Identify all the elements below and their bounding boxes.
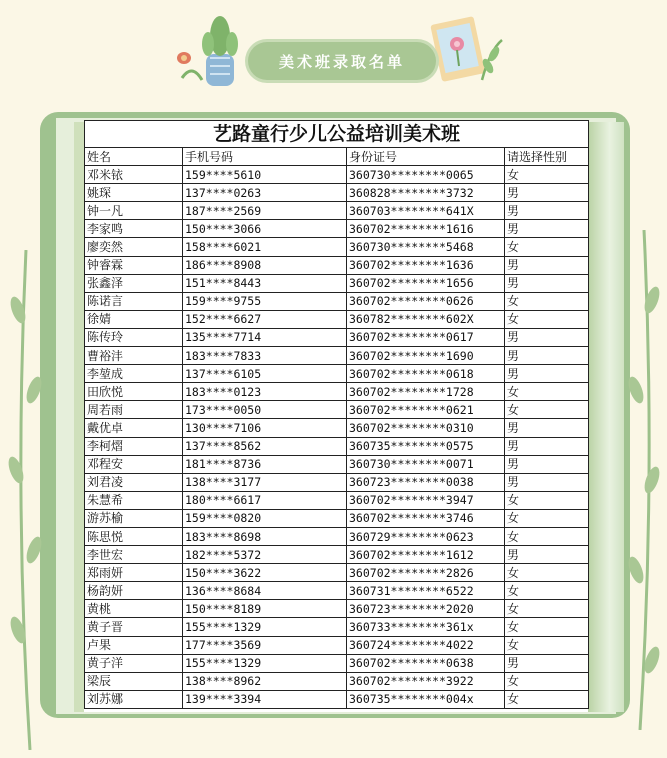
- phone-cell: 137****8562: [183, 437, 347, 455]
- gender-cell: 男: [505, 419, 589, 437]
- table-row: [85, 491, 589, 509]
- left-leaf-vine-icon: [4, 250, 48, 750]
- gender-cell: 男: [505, 220, 589, 238]
- table-row: [85, 401, 589, 419]
- id-number-cell: 360702********3922: [347, 672, 505, 690]
- gender-cell: 男: [505, 347, 589, 365]
- name-cell: 邓程安: [85, 455, 183, 473]
- gender-cell: 男: [505, 437, 589, 455]
- phone-cell: 139****3394: [183, 690, 347, 708]
- table-row: [85, 509, 589, 527]
- table-row: [85, 455, 589, 473]
- table-row: [85, 202, 589, 220]
- name-cell: 张鑫泽: [85, 274, 183, 292]
- name-cell: 姚琛: [85, 184, 183, 202]
- header-name: 姓名: [85, 148, 183, 166]
- gender-cell: 女: [505, 527, 589, 545]
- id-number-cell: 360729********0623: [347, 527, 505, 545]
- name-cell: 郑雨妍: [85, 564, 183, 582]
- name-cell: 黄子洋: [85, 654, 183, 672]
- gender-cell: 女: [505, 166, 589, 184]
- id-number-cell: 360723********2020: [347, 600, 505, 618]
- name-cell: 陈传玲: [85, 328, 183, 346]
- table-row: [85, 654, 589, 672]
- id-number-cell: 360702********1728: [347, 383, 505, 401]
- gender-cell: 男: [505, 184, 589, 202]
- phone-cell: 130****7106: [183, 419, 347, 437]
- table-row: [85, 690, 589, 708]
- table-row: [85, 310, 589, 328]
- gender-cell: 女: [505, 292, 589, 310]
- name-cell: 陈诺言: [85, 292, 183, 310]
- gender-cell: 女: [505, 310, 589, 328]
- table-row: [85, 636, 589, 654]
- id-number-cell: 360702********0621: [347, 401, 505, 419]
- gender-cell: 女: [505, 582, 589, 600]
- gender-cell: 女: [505, 491, 589, 509]
- table-row: [85, 365, 589, 383]
- gender-cell: 男: [505, 256, 589, 274]
- name-cell: 李世宏: [85, 546, 183, 564]
- id-number-cell: 360702********1656: [347, 274, 505, 292]
- flower-picture-icon: [430, 10, 506, 90]
- table-row: [85, 274, 589, 292]
- table-row: [85, 419, 589, 437]
- table-row: [85, 328, 589, 346]
- name-cell: 游苏榆: [85, 509, 183, 527]
- header-gender: 请选择性别: [505, 148, 589, 166]
- id-number-cell: 360723********0038: [347, 473, 505, 491]
- gender-cell: 男: [505, 654, 589, 672]
- gender-cell: 女: [505, 509, 589, 527]
- name-cell: 李堃成: [85, 365, 183, 383]
- id-number-cell: 360703********641X: [347, 202, 505, 220]
- name-cell: 戴优卓: [85, 419, 183, 437]
- gender-cell: 女: [505, 636, 589, 654]
- table-row: [85, 238, 589, 256]
- phone-cell: 187****2569: [183, 202, 347, 220]
- name-cell: 黄桃: [85, 600, 183, 618]
- gender-cell: 男: [505, 202, 589, 220]
- phone-cell: 155****1329: [183, 654, 347, 672]
- name-cell: 刘苏娜: [85, 690, 183, 708]
- table-row: [85, 383, 589, 401]
- name-cell: 田欣悦: [85, 383, 183, 401]
- title-row: [85, 121, 589, 148]
- table-row: [85, 437, 589, 455]
- id-number-cell: 360730********0071: [347, 455, 505, 473]
- phone-cell: 152****6627: [183, 310, 347, 328]
- gender-cell: 男: [505, 455, 589, 473]
- page-banner: 美术班录取名单: [248, 42, 436, 80]
- name-cell: 杨韵妍: [85, 582, 183, 600]
- table-row: [85, 220, 589, 238]
- table-row: [85, 292, 589, 310]
- phone-cell: 137****0263: [183, 184, 347, 202]
- name-cell: 黄子晋: [85, 618, 183, 636]
- id-number-cell: 360702********0626: [347, 292, 505, 310]
- phone-cell: 186****8908: [183, 256, 347, 274]
- phone-cell: 181****8736: [183, 455, 347, 473]
- phone-cell: 158****6021: [183, 238, 347, 256]
- id-number-cell: 360702********1616: [347, 220, 505, 238]
- phone-cell: 183****7833: [183, 347, 347, 365]
- name-cell: 徐婧: [85, 310, 183, 328]
- phone-cell: 155****1329: [183, 618, 347, 636]
- name-cell: 李柯熠: [85, 437, 183, 455]
- right-leaf-vine-icon: [622, 230, 666, 730]
- id-number-cell: 360702********0617: [347, 328, 505, 346]
- id-number-cell: 360730********5468: [347, 238, 505, 256]
- potted-plant-icon: [172, 8, 248, 88]
- name-cell: 李家鸣: [85, 220, 183, 238]
- table-row: [85, 473, 589, 491]
- phone-cell: 183****0123: [183, 383, 347, 401]
- header-phone: 手机号码: [183, 148, 347, 166]
- id-number-cell: 360702********0310: [347, 419, 505, 437]
- sheet-title: 艺路童行少儿公益培训美术班: [85, 121, 589, 148]
- id-number-cell: 360733********361x: [347, 618, 505, 636]
- phone-cell: 136****8684: [183, 582, 347, 600]
- gender-cell: 女: [505, 238, 589, 256]
- id-number-cell: 360730********0065: [347, 166, 505, 184]
- phone-cell: 159****9755: [183, 292, 347, 310]
- gender-cell: 女: [505, 383, 589, 401]
- phone-cell: 137****6105: [183, 365, 347, 383]
- id-number-cell: 360702********1690: [347, 347, 505, 365]
- id-number-cell: 360735********0575: [347, 437, 505, 455]
- phone-cell: 182****5372: [183, 546, 347, 564]
- id-number-cell: 360724********4022: [347, 636, 505, 654]
- gender-cell: 男: [505, 473, 589, 491]
- table-row: [85, 582, 589, 600]
- id-number-cell: 360731********6522: [347, 582, 505, 600]
- phone-cell: 180****6617: [183, 491, 347, 509]
- id-number-cell: 360702********3746: [347, 509, 505, 527]
- id-number-cell: 360702********0638: [347, 654, 505, 672]
- name-cell: 卢果: [85, 636, 183, 654]
- phone-cell: 138****3177: [183, 473, 347, 491]
- gender-cell: 女: [505, 672, 589, 690]
- name-cell: 周若雨: [85, 401, 183, 419]
- admission-sheet: [84, 120, 588, 712]
- gender-cell: 女: [505, 618, 589, 636]
- id-number-cell: 360735********004x: [347, 690, 505, 708]
- phone-cell: 150****8189: [183, 600, 347, 618]
- gender-cell: 女: [505, 690, 589, 708]
- gender-cell: 女: [505, 600, 589, 618]
- header-row: [85, 148, 589, 166]
- name-cell: 钟一凡: [85, 202, 183, 220]
- gender-cell: 男: [505, 328, 589, 346]
- table-row: [85, 256, 589, 274]
- id-number-cell: 360702********0618: [347, 365, 505, 383]
- id-number-cell: 360828********3732: [347, 184, 505, 202]
- table-row: [85, 564, 589, 582]
- phone-cell: 183****8698: [183, 527, 347, 545]
- name-cell: 梁辰: [85, 672, 183, 690]
- id-number-cell: 360782********602X: [347, 310, 505, 328]
- table-row: [85, 184, 589, 202]
- phone-cell: 177****3569: [183, 636, 347, 654]
- table-row: [85, 347, 589, 365]
- table-row: [85, 527, 589, 545]
- gender-cell: 男: [505, 365, 589, 383]
- name-cell: 曹裕沣: [85, 347, 183, 365]
- phone-cell: 173****0050: [183, 401, 347, 419]
- table-row: [85, 546, 589, 564]
- name-cell: 邓米铱: [85, 166, 183, 184]
- admission-table: [84, 120, 589, 709]
- phone-cell: 159****5610: [183, 166, 347, 184]
- id-number-cell: 360702********1612: [347, 546, 505, 564]
- id-number-cell: 360702********3947: [347, 491, 505, 509]
- name-cell: 廖奕然: [85, 238, 183, 256]
- id-number-cell: 360702********1636: [347, 256, 505, 274]
- name-cell: 朱慧希: [85, 491, 183, 509]
- table-row: [85, 672, 589, 690]
- table-row: [85, 166, 589, 184]
- gender-cell: 女: [505, 564, 589, 582]
- name-cell: 钟睿霖: [85, 256, 183, 274]
- id-number-cell: 360702********2826: [347, 564, 505, 582]
- phone-cell: 138****8962: [183, 672, 347, 690]
- table-row: [85, 618, 589, 636]
- name-cell: 陈思悦: [85, 527, 183, 545]
- gender-cell: 男: [505, 546, 589, 564]
- name-cell: 刘君凌: [85, 473, 183, 491]
- gender-cell: 男: [505, 274, 589, 292]
- phone-cell: 135****7714: [183, 328, 347, 346]
- phone-cell: 150****3066: [183, 220, 347, 238]
- phone-cell: 159****0820: [183, 509, 347, 527]
- sheet-right-border: [588, 122, 624, 712]
- phone-cell: 151****8443: [183, 274, 347, 292]
- phone-cell: 150****3622: [183, 564, 347, 582]
- gender-cell: 女: [505, 401, 589, 419]
- table-row: [85, 600, 589, 618]
- header-id-number: 身份证号: [347, 148, 505, 166]
